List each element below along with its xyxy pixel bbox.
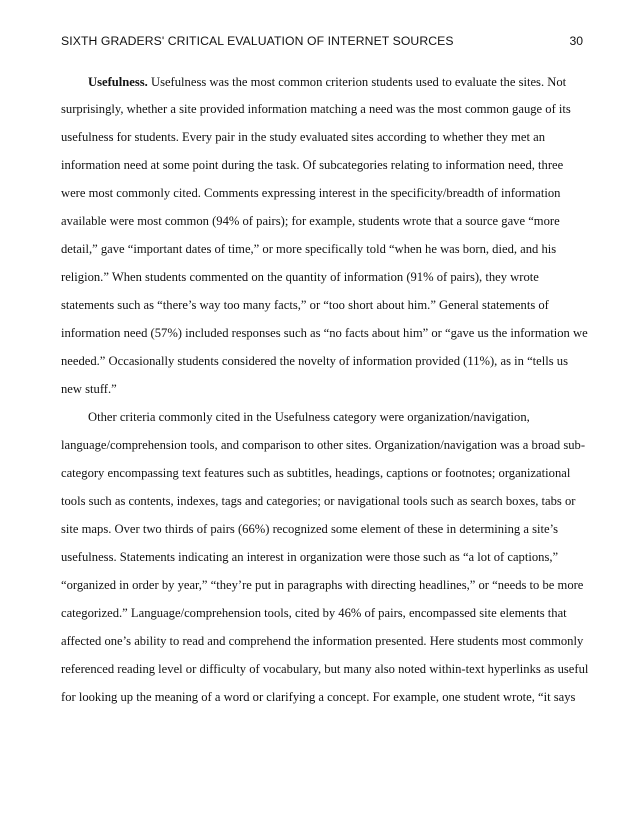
body-line: for looking up the meaning of a word or clarifying a concept. For example, one student wrote, “it says	[61, 690, 576, 704]
body-line: usefulness for students. Every pair in the study evaluated sites according to whether they met an	[61, 130, 546, 144]
body-line: detail,” gave “important dates of time,” or more specifically told “when he was born, died, and his	[61, 242, 557, 256]
body-line: referenced reading level or difficulty of vocabulary, but many also noted within-text hyperlinks as useful	[61, 662, 589, 676]
page-number: 30	[569, 34, 583, 48]
body-line: language/comprehension tools, and comparison to other sites. Organization/navigation was a broad sub-	[61, 438, 586, 452]
section-heading: Usefulness.	[88, 75, 148, 89]
body-line: categorized.” Language/comprehension tools, cited by 46% of pairs, encompassed site elements that	[61, 606, 567, 620]
body-line: tools such as contents, indexes, tags and categories; or navigational tools such as search boxes, tabs or	[61, 494, 576, 508]
body-line: usefulness. Statements indicating an interest in organization were those such as “a lot of captions,”	[61, 550, 559, 564]
body-line: Usefulness. Usefulness was the most common criterion students used to evaluate the sites. Not	[88, 75, 567, 89]
body-line: site maps. Over two thirds of pairs (66%) recognized some element of these in determining a site’s	[61, 522, 558, 536]
body-line: information need at some point during the task. Of subcategories relating to information need, three	[61, 158, 564, 172]
body-line: religion.” When students commented on the quantity of information (91% of pairs), they wrote	[61, 270, 539, 284]
body-line: statements such as “there’s way too many facts,” or “too short about him.” General statements of	[61, 298, 549, 312]
body-line: category encompassing text features such as subtitles, headings, captions or footnotes; organizational	[61, 466, 571, 480]
body-line: needed.” Occasionally students considered the novelty of information provided (11%), as in “tells us	[61, 354, 568, 368]
body-line: available were most common (94% of pairs); for example, students wrote that a source gave “more	[61, 214, 560, 228]
body-line: Other criteria commonly cited in the Usefulness category were organization/navigation,	[88, 410, 530, 424]
body-line: affected one’s ability to read and comprehend the information presented. Here students most commonly	[61, 634, 584, 648]
body-line: information need (57%) included responses such as “no facts about him” or “gave us the information we	[61, 326, 588, 340]
running-head: SIXTH GRADERS' CRITICAL EVALUATION OF INTERNET SOURCES	[61, 34, 454, 48]
body-line: surprisingly, whether a site provided information matching a need was the most common gauge of its	[61, 102, 571, 116]
body-line: “organized in order by year,” “they’re put in paragraphs with directing headlines,” or “needs to be more	[61, 578, 584, 592]
body-line: were most commonly cited. Comments expressing interest in the specificity/breadth of information	[61, 186, 561, 200]
body-line: new stuff.”	[61, 382, 117, 396]
